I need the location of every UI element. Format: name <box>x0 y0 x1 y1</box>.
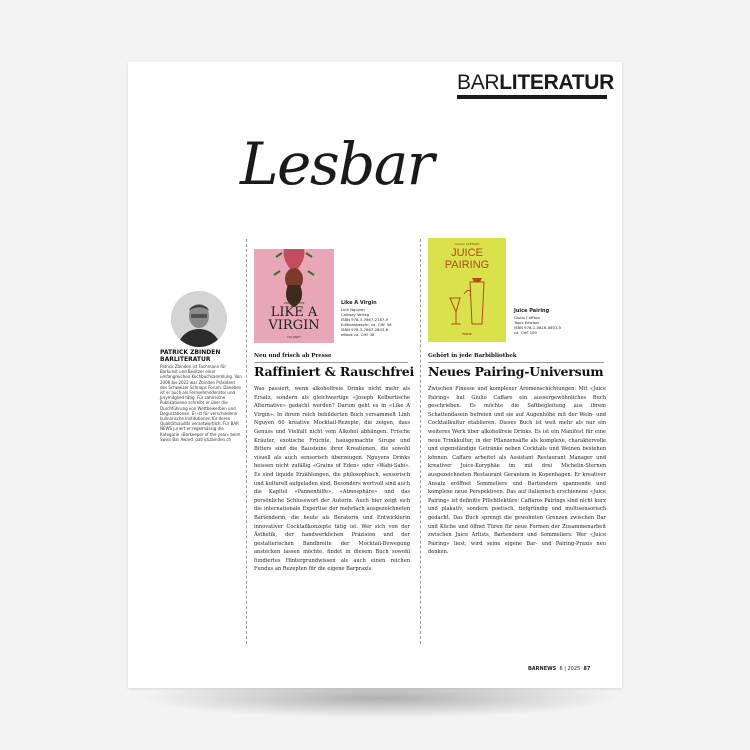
brand-light: BAR <box>457 71 500 94</box>
book2-info <box>514 308 594 335</box>
book1-info <box>341 300 417 337</box>
book1-title: Like A Virgin <box>341 300 377 306</box>
footer-page-number: 87 <box>583 666 591 672</box>
portrait-icon <box>171 291 227 347</box>
book1-kicker: Neu und frisch ab Presse <box>254 353 332 359</box>
book2-rule <box>428 362 604 363</box>
author-name-block <box>160 349 240 363</box>
book2-line: Topic Edizioni <box>514 320 540 325</box>
brand-underline <box>457 95 607 99</box>
book1-line: ISBN 978-3-7667-2787-9 <box>341 317 389 322</box>
book2-title: Juice Pairing <box>514 308 550 314</box>
cover2-title: JUICE PAIRING <box>444 247 490 271</box>
author-bio: Patrick Zbinden ist Fachmann für Barkunst und Besitzer einer umfangreichen Kochbuchsammlung. Von 2006 bis 2022 war Zbinden Präsident des Schweizer Schnaps Forum. Daneben ist er auch als Fernsehmoderator und Jurymitglied tätig. Für zahlreiche Publikationen schreibt er über die Durchführung von Wettbewerben und Degustationen. Er ist für verschiedene kulinarische Institutionen für deren Qualitätsaudits verantwortlich. Für BAR NEWS juriert er regelmässig die Kategorie «Barkeeper of the year» beim Swiss Bar Award. patrickzbinden.ch <box>160 364 242 442</box>
author-avatar <box>171 291 227 347</box>
book2-line: Giulio Caffaro <box>514 315 540 320</box>
book1-line: ISBN 978-3-7667-2803-6 <box>341 327 389 332</box>
book1-headline: Raffiniert & Rauschfrei <box>254 364 415 379</box>
book2-line: ISBN 978-1-0816-0801-5 <box>514 325 562 330</box>
cover1-publisher: CALLWEY <box>287 335 301 339</box>
column-divider-left <box>246 239 247 644</box>
footer-magazine: BARNEWS <box>528 666 557 672</box>
cover1-title-2: VIRGIN <box>268 318 320 333</box>
cover1-title-1: LIKE A <box>270 305 318 320</box>
book-cover-juice-pairing <box>428 238 506 342</box>
brand-bold: LITERATUR <box>499 71 615 94</box>
author-role: BARLITERATUR <box>160 356 211 363</box>
cover1-author: LINH NGUYEN <box>283 301 305 305</box>
book1-line: Callwey Verlag <box>341 312 369 317</box>
book1-line: Editionsbeschr. ca. CHF 56 <box>341 322 392 327</box>
book1-line: eBook ca. CHF 38 <box>341 332 375 337</box>
cover2-publisher: TOPIC <box>461 332 473 336</box>
page-footer <box>528 666 590 672</box>
author-name: PATRICK ZBINDEN <box>160 349 221 356</box>
column-divider-right <box>420 239 421 644</box>
book2-headline: Neues Pairing-Universum <box>428 364 604 379</box>
cover2-author: GIULIO CAFFARO <box>454 242 480 246</box>
book1-rule <box>254 362 408 363</box>
book-cover-like-a-virgin <box>254 249 334 343</box>
book2-line: ca. CHF 100 <box>514 330 537 335</box>
cover-illustration-icon <box>428 238 506 342</box>
book1-text: Was passiert, wenn alkoholfreie Drinks nicht mehr als Ersatz, sondern als gleichwertige «Joseph Kelbertische Alternative» gedacht werden? Darum geht es in «Like A Virgin». In ihrem reich bebilderten Buch versammelt Linh Nguyen 60 kreative Mocktail-Rezepte, die zeigen, dass Genuss und Vielfalt nicht vom Alkohol abhängen. Frische Kräuter, exotische Früchte, hausgemachte Sirupe und Bitters sind die Bausteine ihrer Kreationen, die sowohl visuell als auch sensorisch überzeugen. Nguyens Drinks heissen nicht zufällig «Grains of Eden» oder «Wabi-Sabi». Es sind liquide Erzählungen, die philosophisch, sensorisch und kulturell aufgeladen sind. Besonders wertvoll sind auch die Kapitel «Pannenhilfe», «Atmosphäre» und das persönliche Schlusswort der Autorin. Auch hier zeigt sich die internationale Expertise der mehrfach ausgezeichneten Bartenderin, die heute als Beraterin und Entwicklerin innovativer Cocktailkonzepte tätig ist. Wer sich von der Ästhetik, der handwerklichen Präzision und der gestalterischen Bandbreite der Mocktail-Bewegung anstecken lassen möchte, findet in diesem Buch sowohl fundiertes Hintergrundwissen als auch einen reichen Fundus an Rezepten für die eigene Barpraxis. <box>254 386 410 573</box>
book2-text: Zwischen Finesse und komplexer Aromenschichtungen: Mit «Juice Pairing» hat Giulio Caffaro ein aussergewöhnliches Buch geschrieben. Es möchte die Saftbegleitung aus ihrem Schattendasein befreien und sie auf Augenhöhe mit der Wein- und Cocktailkultur etablieren. Dieses Buch ist weit mehr als nur ein weiteres Werk über alkoholfreie Drinks. Es ist ein Manifest für eine neue Trinkkultur, in der Pflanzensäfte als komplexe, charaktervolle und eigenständige Getränke neben Cocktails und Weinen bestehen können. Caffaro arbeitet als Assistant Restaurant Manager und kreativer Juice-Koryphäe im mit drei Michelin-Sternen ausgezeichneten Restaurant Geranium in Kopenhagen. Er kreativer Ansatz eröffnet Sommeliers und Bartendern spannende und komplexe neue Perspektiven. Das auf italienisch erschienene «Juice Pairing» ist definitiv Pflichtlektüre: Caffaros Pairings sind nicht kurz und plakativ, sondern poetisch, tiefgründig und multisensorisch gedacht. Das Buch sprengt die gewohnten Grenzen zwischen Bar und Küche und öffnet Türen für neue Formen der Zusammenarbeit zwischen Juice Artists, Bartendern und Sommeliers. Wer «Juice Pairing» liest, wird seine eigene Bar- und Pairing-Praxis neu denken. <box>428 386 606 556</box>
page-headline: Lesbar <box>240 130 434 198</box>
section-brand <box>457 71 615 94</box>
footer-issue: 6 | 2025 <box>559 666 581 672</box>
book1-line: Linh Nguyen <box>341 307 365 312</box>
magazine-page <box>128 62 622 688</box>
book2-kicker: Gehört in jede Barbibliothek <box>428 353 517 359</box>
